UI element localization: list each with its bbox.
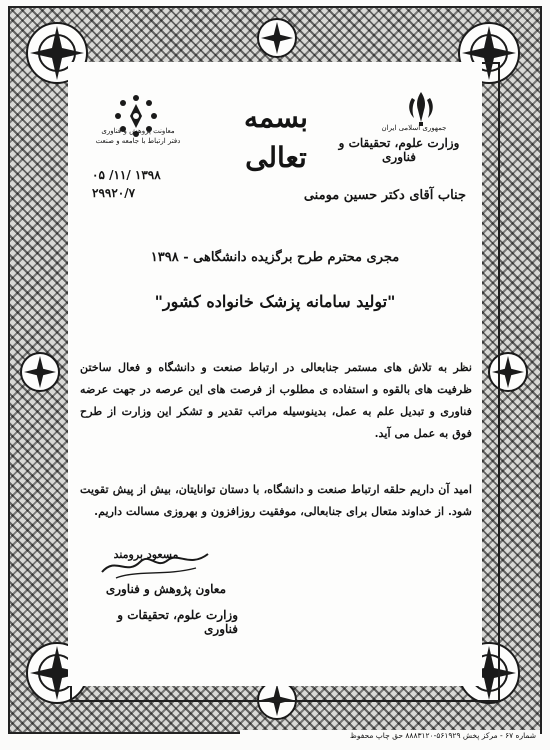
- signatory-title: معاون پژوهش و فناوری: [105, 582, 226, 596]
- print-footer-note: شماره ۶۷ - مرکز پخش ۵۶۱۹۲۹-۸۸۸۳۱۲۰ حق چاپ محفوظ: [240, 730, 540, 741]
- signatory-name: مسعود برومند: [113, 548, 179, 561]
- office-line: معاونت پژوهش و فناوری: [101, 127, 175, 135]
- border-medallion-icon: [255, 16, 299, 60]
- office-line: دفتر ارتباط با جامعه و صنعت: [95, 137, 181, 145]
- letter-date: ۱۳۹۸ /۱۱/ ۰۵: [92, 168, 161, 182]
- republic-label: جمهوری اسلامی ایران: [381, 124, 447, 132]
- signatory-ministry: وزارت علوم، تحقیقات و فناوری: [117, 608, 238, 636]
- certificate-subject: مجری محترم طرح برگزیده دانشگاهی - ۱۳۹۸: [150, 250, 400, 265]
- letter-number: ۲۹۹۲۰/۷: [92, 186, 136, 200]
- iran-emblem-icon: [400, 88, 442, 128]
- body-paragraph: امید آن داریم حلقه ارتباط صنعت و دانشگاه، با دستان توانایتان، بیش از پیش تقویت شود. از خداوند متعال برای جنابعالی، موفقیت روزافزون و بهروزی مسالت داریم.: [80, 482, 472, 518]
- office-name: [88, 126, 188, 146]
- ministry-name: وزارت علوم، تحقیقات و فناوری: [338, 136, 460, 164]
- bismillah-heading: بسمه تعالی: [244, 101, 308, 174]
- recipient-name: جناب آقای دکتر حسین مومنی: [303, 188, 466, 203]
- project-title: "تولید سامانه پزشک خانواده کشور": [154, 292, 396, 311]
- border-medallion-icon: [18, 350, 62, 394]
- body-paragraph: نظر به تلاش های مستمر جنابعالی در ارتباط صنعت و دانشگاه و فعال ساختن ظرفیت های بالقوه و استفاده ی مطلوب از فرصت های این عرصه در جهت عرضه فناوری و تبدیل علم به عمل، بدینوسیله مراتب تقدیر و تشکر این وزارت از طرح فوق به عمل می آید.: [80, 360, 472, 440]
